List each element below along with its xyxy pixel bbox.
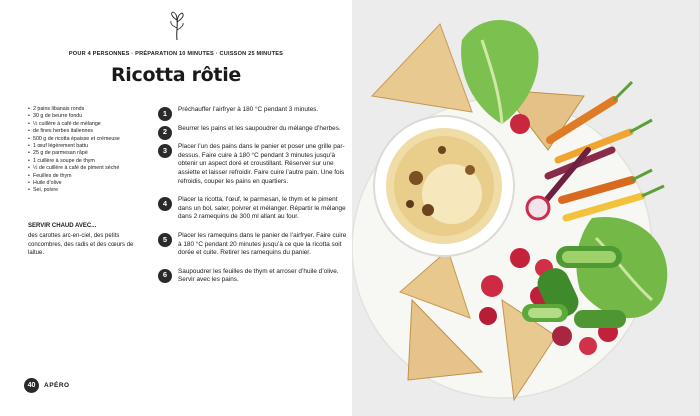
step-text: Beurrer les pains et les saupoudrer du mélange d’herbes.: [178, 124, 341, 132]
ingredient-list: [28, 106, 146, 195]
ingredient-item: • Huile d’olive: [28, 180, 146, 187]
step-number-badge: 2: [158, 126, 172, 140]
serving-title: SERVIR CHAUD AVEC...: [28, 223, 97, 229]
step-text: Placer l’un des pains dans le panier et poser une grille par-dessus. Faire cuire à 180 °C pendant 3 minutes jusqu’à obtenir un aspect doré et croustillant. Réserver sur une assiette et laisser refroidir. Faire cuire l’autre pain. Une fois refroidis, couper les pains en quartiers.: [178, 143, 345, 185]
page-footer: [24, 378, 70, 393]
page-number-badge: 40: [24, 378, 39, 393]
serving-text: des carottes arc-en-ciel, des petits concombres, des radis et des cœurs de laitue.: [28, 233, 134, 256]
step-list: [158, 106, 348, 285]
ingredient-item: • Sel, poivre: [28, 187, 146, 194]
food-photo: [352, 0, 700, 416]
recipe-step: [158, 143, 348, 186]
step-number-badge: 3: [158, 144, 172, 158]
section-label: APÉRO: [44, 382, 70, 389]
ingredient-item: • 1 œuf légèrement battu: [28, 143, 146, 150]
recipe-title: Ricotta rôtie: [110, 64, 242, 86]
recipe-meta: POUR 4 PERSONNES · PRÉPARATION 10 MINUTES · CUISSON 25 MINUTES: [68, 51, 284, 57]
step-text: Placer les ramequins dans le panier de l’airfryer. Faire cuire à 180 °C pendant 20 minutes jusqu’à ce que la ricotta soit dorée et cuite. Retirer les ramequins du panier.: [178, 231, 347, 257]
step-text: Placer la ricotta, l’œuf, le parmesan, le thym et le piment dans un bol, saler, poivrer et mélanger. Répartir le mélange dans 2 ramequins de 300 ml allant au four.: [178, 196, 346, 221]
step-text: Préchauffer l’airfryer à 180 °C pendant 3 minutes.: [178, 106, 319, 113]
ingredient-item: • ½ cuillère à café de mélange: [28, 121, 146, 128]
step-number-badge: 6: [158, 269, 172, 283]
recipe-step: [158, 106, 348, 118]
step-number-badge: 5: [158, 233, 172, 247]
step-number-badge: 4: [158, 197, 172, 211]
ingredient-item: • 2 pains libanais ronds: [28, 106, 146, 113]
right-page: [352, 0, 700, 416]
herb-doodle-icon: [165, 10, 189, 42]
recipe-step: [158, 196, 348, 222]
recipe-step: [158, 232, 348, 258]
ingredient-item: • 25 g de parmesan râpé: [28, 150, 146, 157]
recipe-step: [158, 268, 348, 285]
ingredient-item: • de fines herbes italiennes: [28, 128, 146, 135]
ingredient-item: • ½ de cuillère à café de piment séché: [28, 165, 146, 172]
ingredient-item: • 30 g de beurre fondu: [28, 113, 146, 120]
ingredient-item: • 500 g de ricotta épaisse et crémeuse: [28, 136, 146, 143]
recipe-step: [158, 124, 348, 137]
step-number-badge: 1: [158, 107, 172, 121]
ingredient-item: • Feuilles de thym: [28, 173, 146, 180]
ingredient-item: • 1 cuillère à soupe de thym: [28, 158, 146, 165]
step-text: Saupoudrer les feuilles de thym et arroser d’huile d’olive. Servir avec les pains.: [178, 267, 339, 284]
